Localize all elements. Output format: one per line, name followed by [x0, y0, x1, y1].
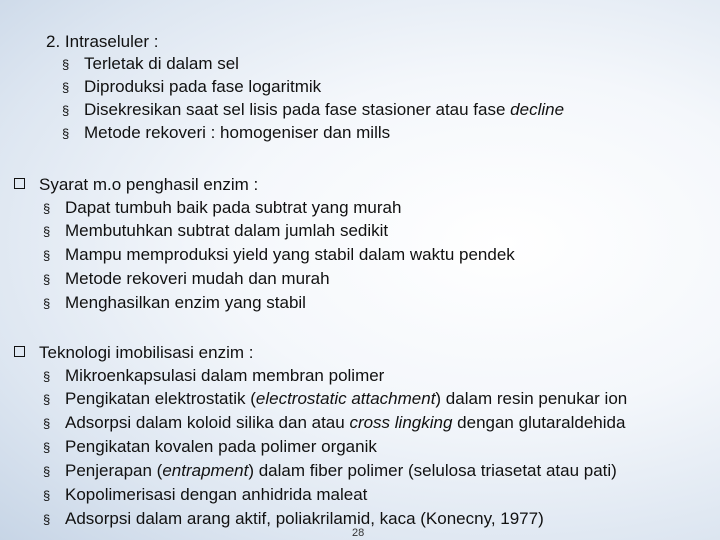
list-item: § Terletak di dalam sel — [62, 53, 239, 76]
list-item: § Dapat tumbuh baik pada subtrat yang murah — [43, 197, 401, 220]
section3-heading: Teknologi imobilisasi enzim : — [14, 342, 253, 364]
list-item: § Disekresikan saat sel lisis pada fase stasioner atau fase decline — [62, 99, 564, 122]
list-item: § Pengikatan kovalen pada polimer organik — [43, 436, 377, 459]
list-item: § Menghasilkan enzim yang stabil — [43, 292, 306, 315]
bullet-icon: § — [62, 57, 70, 72]
bullet-icon: § — [62, 80, 70, 95]
bullet-icon: § — [43, 416, 51, 431]
checkbox-bullet-icon — [14, 178, 25, 189]
list-item: § Adsorpsi dalam arang aktif, poliakrilamid, kaca (Konecny, 1977) — [43, 508, 544, 531]
section1-heading: 2. Intraseluler : — [46, 32, 159, 51]
page-number: 28 — [352, 527, 365, 539]
bullet-icon: § — [43, 201, 51, 216]
bullet-icon: § — [43, 392, 51, 407]
list-item: § Diproduksi pada fase logaritmik — [62, 76, 321, 99]
bullet-icon: § — [43, 464, 51, 479]
list-item: § Mampu memproduksi yield yang stabil dalam waktu pendek — [43, 244, 515, 267]
list-item: § Adsorpsi dalam koloid silika dan atau cross lingking dengan glutaraldehida — [43, 412, 625, 435]
section2-heading: Syarat m.o penghasil enzim : — [14, 174, 258, 196]
bullet-icon: § — [43, 512, 51, 527]
checkbox-bullet-icon — [14, 346, 25, 357]
list-item: § Pengikatan elektrostatik (electrostatic attachment) dalam resin penukar ion — [43, 388, 627, 411]
bullet-icon: § — [43, 440, 51, 455]
bullet-icon: § — [62, 103, 70, 118]
bullet-icon: § — [43, 272, 51, 287]
bullet-icon: § — [43, 488, 51, 503]
bullet-icon: § — [43, 224, 51, 239]
list-item: § Penjerapan (entrapment) dalam fiber polimer (selulosa triasetat atau pati) — [43, 460, 617, 483]
list-item: § Metode rekoveri : homogeniser dan mills — [62, 122, 390, 145]
list-item: § Mikroenkapsulasi dalam membran polimer — [43, 365, 384, 388]
list-item: § Membutuhkan subtrat dalam jumlah sedikit — [43, 220, 388, 243]
list-item: § Metode rekoveri mudah dan murah — [43, 268, 330, 291]
bullet-icon: § — [43, 296, 51, 311]
list-item: § Kopolimerisasi dengan anhidrida maleat — [43, 484, 367, 507]
bullet-icon: § — [43, 248, 51, 263]
bullet-icon: § — [43, 369, 51, 384]
bullet-icon: § — [62, 126, 70, 141]
